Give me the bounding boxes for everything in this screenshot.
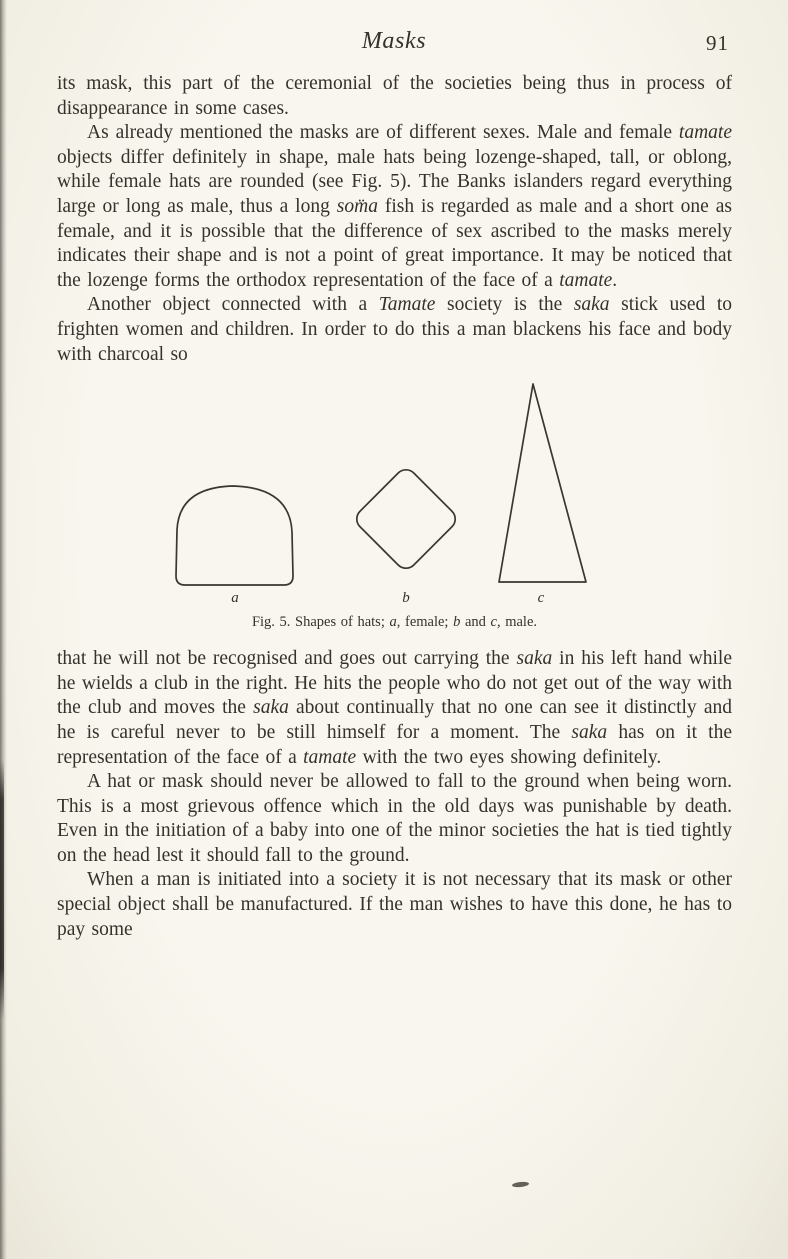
figure-label-c: c <box>537 590 544 607</box>
paragraph-1: its mask, this part of the ceremonial of the societies being thus in process of disappearance in some cases. <box>57 73 732 119</box>
page-body <box>57 72 732 942</box>
hat-shape-c-tall-triangle <box>499 384 586 582</box>
paragraph-5: A hat or mask should never be allowed to fall to the ground when being worn. This is a most grievous offence which in the old days was punishable by death. Even in the initiation of a baby into one of the minor societies the hat is tied tightly on the head lest it should fall to the ground. <box>57 771 732 866</box>
figure-5 <box>85 380 705 631</box>
binding-shadow <box>0 0 7 1259</box>
paragraph-3: Another object connected with a Tamate society is the saka stick used to frighten women and children. In order to do this a man blackens his face and body with charcoal so <box>57 294 733 365</box>
hat-shape-b-lozenge <box>352 465 459 572</box>
scan-artifact <box>512 1181 529 1188</box>
paragraph-2: As already mentioned the masks are of different sexes. Male and female tamate objects differ definitely in shape, male hats being lozenge-shaped, tall, or oblong, while female hats are rounded (see Fig. 5). The Banks islanders regard everything large or long as male, thus a long som̈a fish is regarded as male and a short one as female, and it is possible that the difference of sex ascribed to the masks merely indicates their shape and is not a point of great importance. It may be noticed that the lozenge forms the orthodox representation of the face of a tamate. <box>57 122 733 291</box>
paragraph-4: that he will not be recognised and goes out carrying the saka in his left hand while he wields a club in the right. He hits the people who do not get out of the way with the club and moves the saka about continually that no one can see it distinctly and he is careful never to be still himself for a moment. The saka has on it the representation of the face of a tamate with the two eyes showing definitely. <box>57 648 733 768</box>
hat-shapes-drawing <box>95 380 695 608</box>
page-number: 91 <box>706 31 729 55</box>
running-title: Masks <box>361 28 427 54</box>
page-header <box>57 28 731 62</box>
hat-shape-a-female-rounded <box>176 486 293 585</box>
binding-shadow-dark <box>0 760 4 1020</box>
paragraph-6: When a man is initiated into a society it is not necessary that its mask or other special object shall be manufactured. If the man wishes to have this done, he has to pay some <box>57 869 732 940</box>
figure-caption: Fig. 5. Shapes of hats; a, female; b and c, male. <box>251 614 538 631</box>
figure-label-a: a <box>230 590 239 607</box>
figure-label-b: b <box>401 590 410 607</box>
